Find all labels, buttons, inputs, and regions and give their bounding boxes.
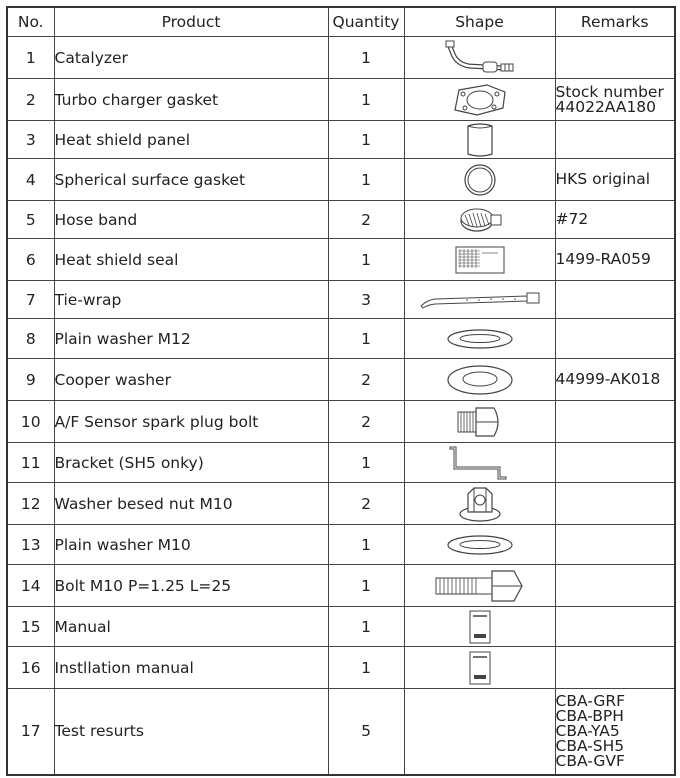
row-number: 3 <box>7 121 54 159</box>
header-product: Product <box>54 7 328 37</box>
remarks-cell <box>555 159 675 201</box>
shape-cell <box>404 607 555 647</box>
shape-cell <box>404 359 555 401</box>
product-name: Catalyzer <box>54 37 328 79</box>
table-row <box>7 443 675 483</box>
copper-washer-icon <box>405 363 555 397</box>
quantity-value: 1 <box>328 647 404 689</box>
quantity-value: 1 <box>328 565 404 607</box>
ring-gasket-icon <box>405 162 555 198</box>
catalyzer-pipe-icon <box>405 40 555 76</box>
product-name: Plain washer M10 <box>54 525 328 565</box>
quantity-value: 5 <box>328 689 404 775</box>
shape-cell <box>404 647 555 689</box>
quantity-value: 1 <box>328 443 404 483</box>
quantity-value: 2 <box>328 483 404 525</box>
shape-cell <box>404 281 555 319</box>
shape-cell <box>404 319 555 359</box>
plug-bolt-icon <box>405 404 555 440</box>
remark-line: CBA-GVF <box>555 751 625 770</box>
flat-washer-icon <box>405 327 555 351</box>
row-number: 10 <box>7 401 54 443</box>
remarks-cell <box>555 689 675 775</box>
table-row <box>7 607 675 647</box>
table-row <box>7 121 675 159</box>
hose-band-icon <box>405 205 555 235</box>
row-number: 15 <box>7 607 54 647</box>
product-name: Turbo charger gasket <box>54 79 328 121</box>
shape-cell <box>404 443 555 483</box>
remarks-cell <box>555 359 675 401</box>
shape-cell <box>404 525 555 565</box>
product-name: Manual <box>54 607 328 647</box>
row-number: 12 <box>7 483 54 525</box>
table-row <box>7 401 675 443</box>
remarks-cell <box>555 239 675 281</box>
product-name: Heat shield seal <box>54 239 328 281</box>
shape-cell <box>404 159 555 201</box>
row-number: 6 <box>7 239 54 281</box>
header-row <box>7 7 675 37</box>
quantity-value: 1 <box>328 525 404 565</box>
hex-bolt-icon <box>405 568 555 604</box>
shape-cell <box>404 239 555 281</box>
remarks-cell <box>555 37 675 79</box>
remark-line: CBA-GRF <box>555 691 626 710</box>
table-row <box>7 79 675 121</box>
seal-sticker-icon <box>405 245 555 275</box>
row-number: 9 <box>7 359 54 401</box>
header-quantity: Quantity <box>328 7 404 37</box>
table-row <box>7 647 675 689</box>
tie-wrap-icon <box>405 290 555 310</box>
product-name: Instllation manual <box>54 647 328 689</box>
flat-washer-icon <box>405 533 555 557</box>
product-name: Bolt M10 P=1.25 L=25 <box>54 565 328 607</box>
table-row <box>7 37 675 79</box>
header-shape: Shape <box>404 7 555 37</box>
quantity-value: 1 <box>328 79 404 121</box>
quantity-value: 2 <box>328 201 404 239</box>
table-row <box>7 483 675 525</box>
table-row <box>7 359 675 401</box>
remarks-cell <box>555 121 675 159</box>
remarks-cell <box>555 401 675 443</box>
table-body <box>7 37 675 775</box>
product-name: A/F Sensor spark plug bolt <box>54 401 328 443</box>
remark-line: HKS original <box>555 170 651 188</box>
table-row <box>7 565 675 607</box>
product-name: Bracket (SH5 onky) <box>54 443 328 483</box>
row-number: 13 <box>7 525 54 565</box>
quantity-value: 1 <box>328 239 404 281</box>
product-name: Plain washer M12 <box>54 319 328 359</box>
header-no: No. <box>7 7 54 37</box>
shape-cell <box>404 401 555 443</box>
quantity-value: 1 <box>328 37 404 79</box>
table-row <box>7 281 675 319</box>
row-number: 14 <box>7 565 54 607</box>
table-row <box>7 525 675 565</box>
shape-cell <box>404 689 555 775</box>
remark-line: 44022AA180 <box>555 97 657 116</box>
table-row <box>7 159 675 201</box>
shape-cell <box>404 37 555 79</box>
flange-nut-icon <box>405 484 555 524</box>
table-row <box>7 201 675 239</box>
product-name: Heat shield panel <box>54 121 328 159</box>
remarks-cell <box>555 607 675 647</box>
remarks-cell <box>555 281 675 319</box>
quantity-value: 1 <box>328 159 404 201</box>
remark-line: 44999-AK018 <box>555 370 661 388</box>
manual-booklet-icon <box>405 610 555 644</box>
quantity-value: 1 <box>328 607 404 647</box>
quantity-value: 3 <box>328 281 404 319</box>
shape-cell <box>404 79 555 121</box>
product-name: Washer besed nut M10 <box>54 483 328 525</box>
product-name: Tie-wrap <box>54 281 328 319</box>
row-number: 1 <box>7 37 54 79</box>
shape-cell <box>404 201 555 239</box>
remarks-cell <box>555 483 675 525</box>
shape-cell <box>404 565 555 607</box>
row-number: 17 <box>7 689 54 775</box>
row-number: 5 <box>7 201 54 239</box>
parts-list-table <box>6 6 676 776</box>
row-number: 16 <box>7 647 54 689</box>
remarks-cell <box>555 565 675 607</box>
product-name: Hose band <box>54 201 328 239</box>
bracket-icon <box>405 445 555 481</box>
remark-line: CBA-SH5 <box>555 736 625 755</box>
remarks-cell <box>555 647 675 689</box>
remark-line: Stock number <box>555 82 664 101</box>
header-remarks: Remarks <box>555 7 675 37</box>
quantity-value: 1 <box>328 121 404 159</box>
remarks-cell <box>555 79 675 121</box>
remarks-cell <box>555 201 675 239</box>
gasket-icon <box>405 82 555 118</box>
remarks-cell <box>555 443 675 483</box>
quantity-value: 2 <box>328 359 404 401</box>
manual-booklet-icon <box>405 651 555 685</box>
quantity-value: 1 <box>328 319 404 359</box>
remark-line: #72 <box>555 210 589 228</box>
product-name: Cooper washer <box>54 359 328 401</box>
shape-cell <box>404 121 555 159</box>
row-number: 11 <box>7 443 54 483</box>
shape-cell <box>404 483 555 525</box>
table-row <box>7 239 675 281</box>
row-number: 4 <box>7 159 54 201</box>
product-name: Test resurts <box>54 689 328 775</box>
table-row <box>7 689 675 775</box>
quantity-value: 2 <box>328 401 404 443</box>
remark-line: CBA-YA5 <box>555 721 620 740</box>
row-number: 2 <box>7 79 54 121</box>
row-number: 7 <box>7 281 54 319</box>
remarks-cell <box>555 525 675 565</box>
remark-line: 1499-RA059 <box>555 250 651 268</box>
table-row <box>7 319 675 359</box>
row-number: 8 <box>7 319 54 359</box>
product-name: Spherical surface gasket <box>54 159 328 201</box>
heat-shield-panel-icon <box>405 122 555 158</box>
remark-line: CBA-BPH <box>555 706 624 725</box>
remarks-cell <box>555 319 675 359</box>
